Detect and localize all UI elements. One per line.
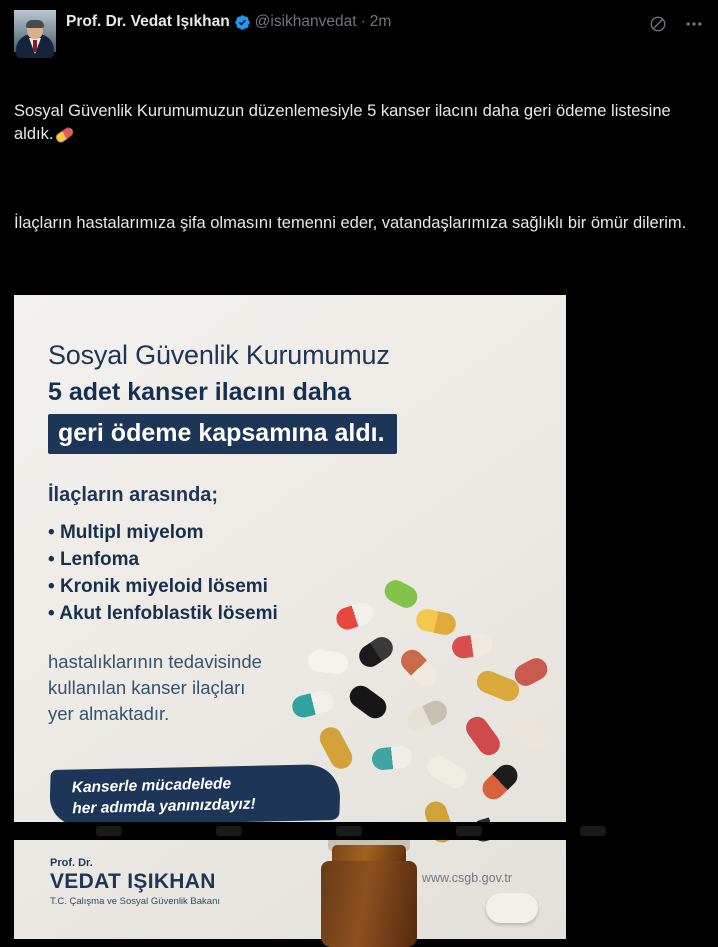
circle-slash-icon[interactable] — [648, 14, 668, 34]
action-like-placeholder[interactable] — [336, 826, 362, 836]
tweet-media-image[interactable] — [14, 295, 566, 939]
poster-headline-1: Sosyal Güvenlik Kurumumuz — [48, 340, 390, 370]
ribbon-line-2: her adımda yanınızdayız! — [72, 795, 256, 818]
poster-slogan-ribbon — [50, 767, 340, 823]
list-item: • Lenfoma — [48, 546, 542, 573]
tweet-header — [14, 10, 704, 52]
signature-name: VEDAT IŞIKHAN — [50, 870, 216, 893]
poster-tail-text — [48, 649, 542, 727]
signature-title: Prof. Dr. — [50, 857, 93, 869]
list-item: • Multipl miyelom — [48, 519, 542, 546]
author-handle[interactable]: @isikhanvedat — [254, 13, 357, 30]
action-views-placeholder[interactable] — [456, 826, 482, 836]
poster-headline-3: geri ödeme kapsamına aldı. — [58, 419, 385, 447]
more-options-icon[interactable] — [684, 14, 704, 34]
pill-emoji-icon — [54, 125, 75, 144]
poster-tail-line-1: hastalıklarının tedavisinde — [48, 651, 262, 672]
poster-subheading: İlaçların arasında; — [48, 484, 219, 506]
verified-badge-icon — [234, 14, 251, 31]
ribbon-text — [71, 773, 256, 820]
tweet-paragraph-1 — [14, 100, 704, 146]
poster-website: www.csgb.gov.tr — [421, 871, 512, 885]
avatar-tie — [33, 40, 37, 52]
tweet-paragraph-2: İlaçların hastalarımıza şifa olmasını temenni eder, vatandaşlarımıza sağlıklı bir ömür dilerim. — [14, 214, 687, 232]
author-display-name[interactable]: Prof. Dr. Vedat Işıkhan — [66, 13, 230, 30]
list-item: • Kronik miyeloid lösemi — [48, 573, 542, 600]
tweet-timestamp[interactable]: 2m — [369, 13, 392, 30]
poster-bullet-list — [48, 519, 542, 627]
tweet-paragraph-1-text: Sosyal Güvenlik Kurumumuzun düzenlemesiyle 5 kanser ilacını daha geri ödeme listesine aldık. — [14, 102, 676, 143]
signature-role: T.C. Çalışma ve Sosyal Güvenlik Bakanı — [50, 896, 221, 907]
separator-dot: · — [360, 13, 366, 30]
poster-signature — [50, 857, 220, 907]
poster-headline-3-highlight — [48, 414, 397, 454]
poster-headline-2: 5 adet kanser ilacını daha — [48, 378, 351, 406]
action-retweet-placeholder[interactable] — [216, 826, 242, 836]
poster-tail-line-2: kullanılan kanser ilaçları — [48, 677, 246, 698]
author-name-line — [66, 12, 638, 32]
poster-tail-line-3: yer almaktadır. — [48, 703, 170, 724]
author-block — [66, 10, 638, 32]
avatar[interactable] — [14, 10, 56, 52]
tweet-text — [14, 54, 704, 281]
action-reply-placeholder[interactable] — [96, 826, 122, 836]
tweet-header-actions — [648, 10, 704, 34]
avatar-hair — [26, 20, 44, 28]
list-item: • Akut lenfoblastik lösemi — [48, 600, 542, 627]
ribbon-line-1: Kanserle mücadelede — [71, 775, 232, 797]
action-share-placeholder[interactable] — [580, 826, 606, 836]
bottom-action-bar — [0, 822, 718, 840]
